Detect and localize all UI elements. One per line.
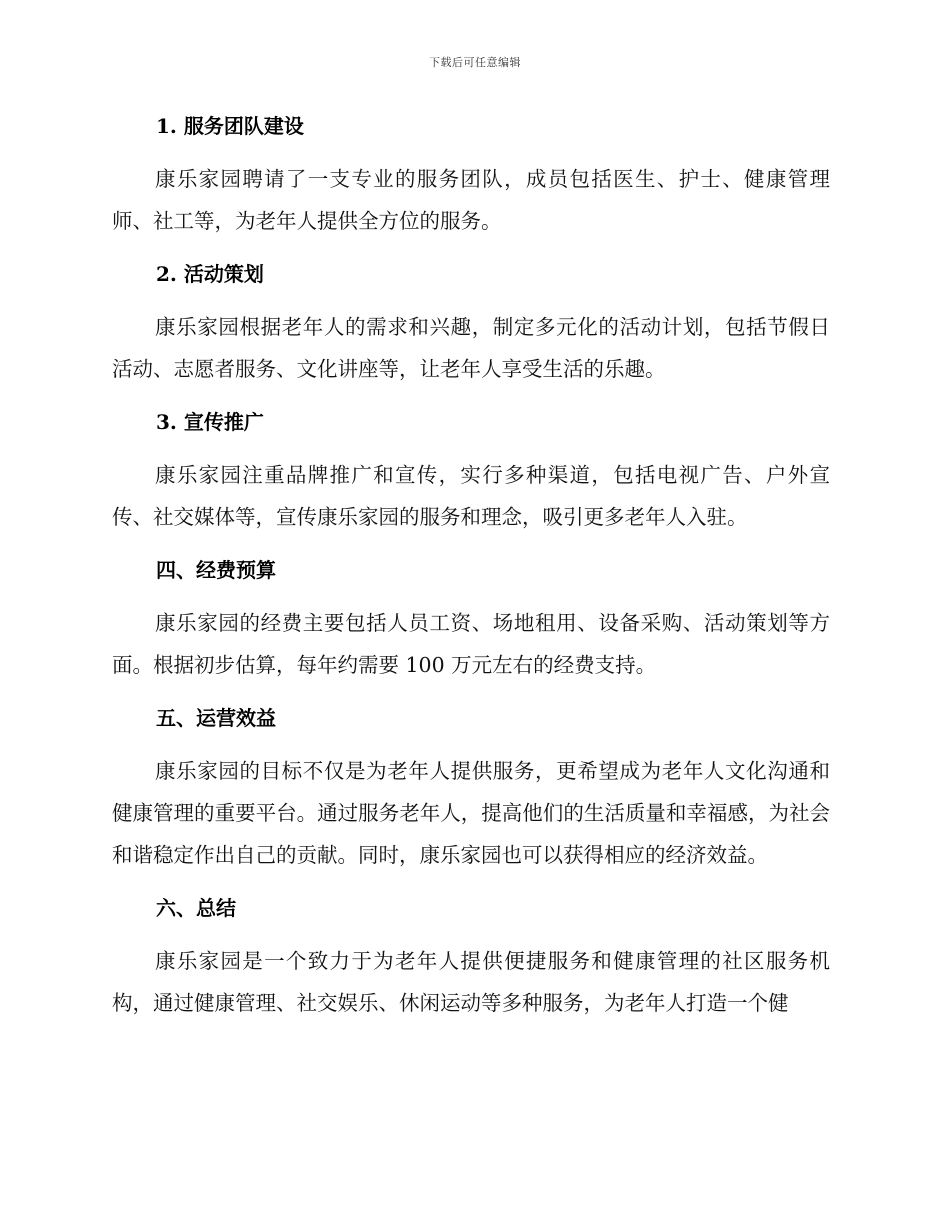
section-heading-service-team: 1. 服务团队建设 [156,114,304,138]
section-paragraph-service-team: 康乐家园聘请了一支专业的服务团队，成员包括医生、护士、健康管理师、社工等，为老年人提供全方位的服务。 [112,167,830,233]
section-paragraph-operating-benefits: 康乐家园的目标不仅是为老年人提供服务，更希望成为老年人文化沟通和健康管理的重要平台。通过服务老年人，提高他们的生活质量和幸福感，为社会和谐稳定作出自己的贡献。同时，康乐家园也可以获得相应的经济效益。 [112,759,830,867]
section-paragraph-activity-planning: 康乐家园根据老年人的需求和兴趣，制定多元化的活动计划，包括节假日活动、志愿者服务、文化讲座等，让老年人享受生活的乐趣。 [112,315,830,381]
page-header: 下载后可任意编辑 [429,56,521,69]
section-paragraph-summary: 康乐家园是一个致力于为老年人提供便捷服务和健康管理的社区服务机构，通过健康管理、社交娱乐、休闲运动等多种服务，为老年人打造一个健 [112,949,830,1015]
section-heading-summary: 六、总结 [156,896,236,920]
section-heading-operating-benefits: 五、运营效益 [156,706,276,730]
section-heading-budget: 四、经费预算 [156,558,276,582]
section-heading-promotion: 3. 宣传推广 [156,410,264,434]
document-body [112,108,830,1038]
section-paragraph-budget: 康乐家园的经费主要包括人员工资、场地租用、设备采购、活动策划等方面。根据初步估算，每年约需要 100 万元左右的经费支持。 [112,611,830,677]
section-heading-activity-planning: 2. 活动策划 [156,262,264,286]
section-paragraph-promotion: 康乐家园注重品牌推广和宣传，实行多种渠道，包括电视广告、户外宣传、社交媒体等，宣传康乐家园的服务和理念，吸引更多老年人入驻。 [112,463,830,529]
